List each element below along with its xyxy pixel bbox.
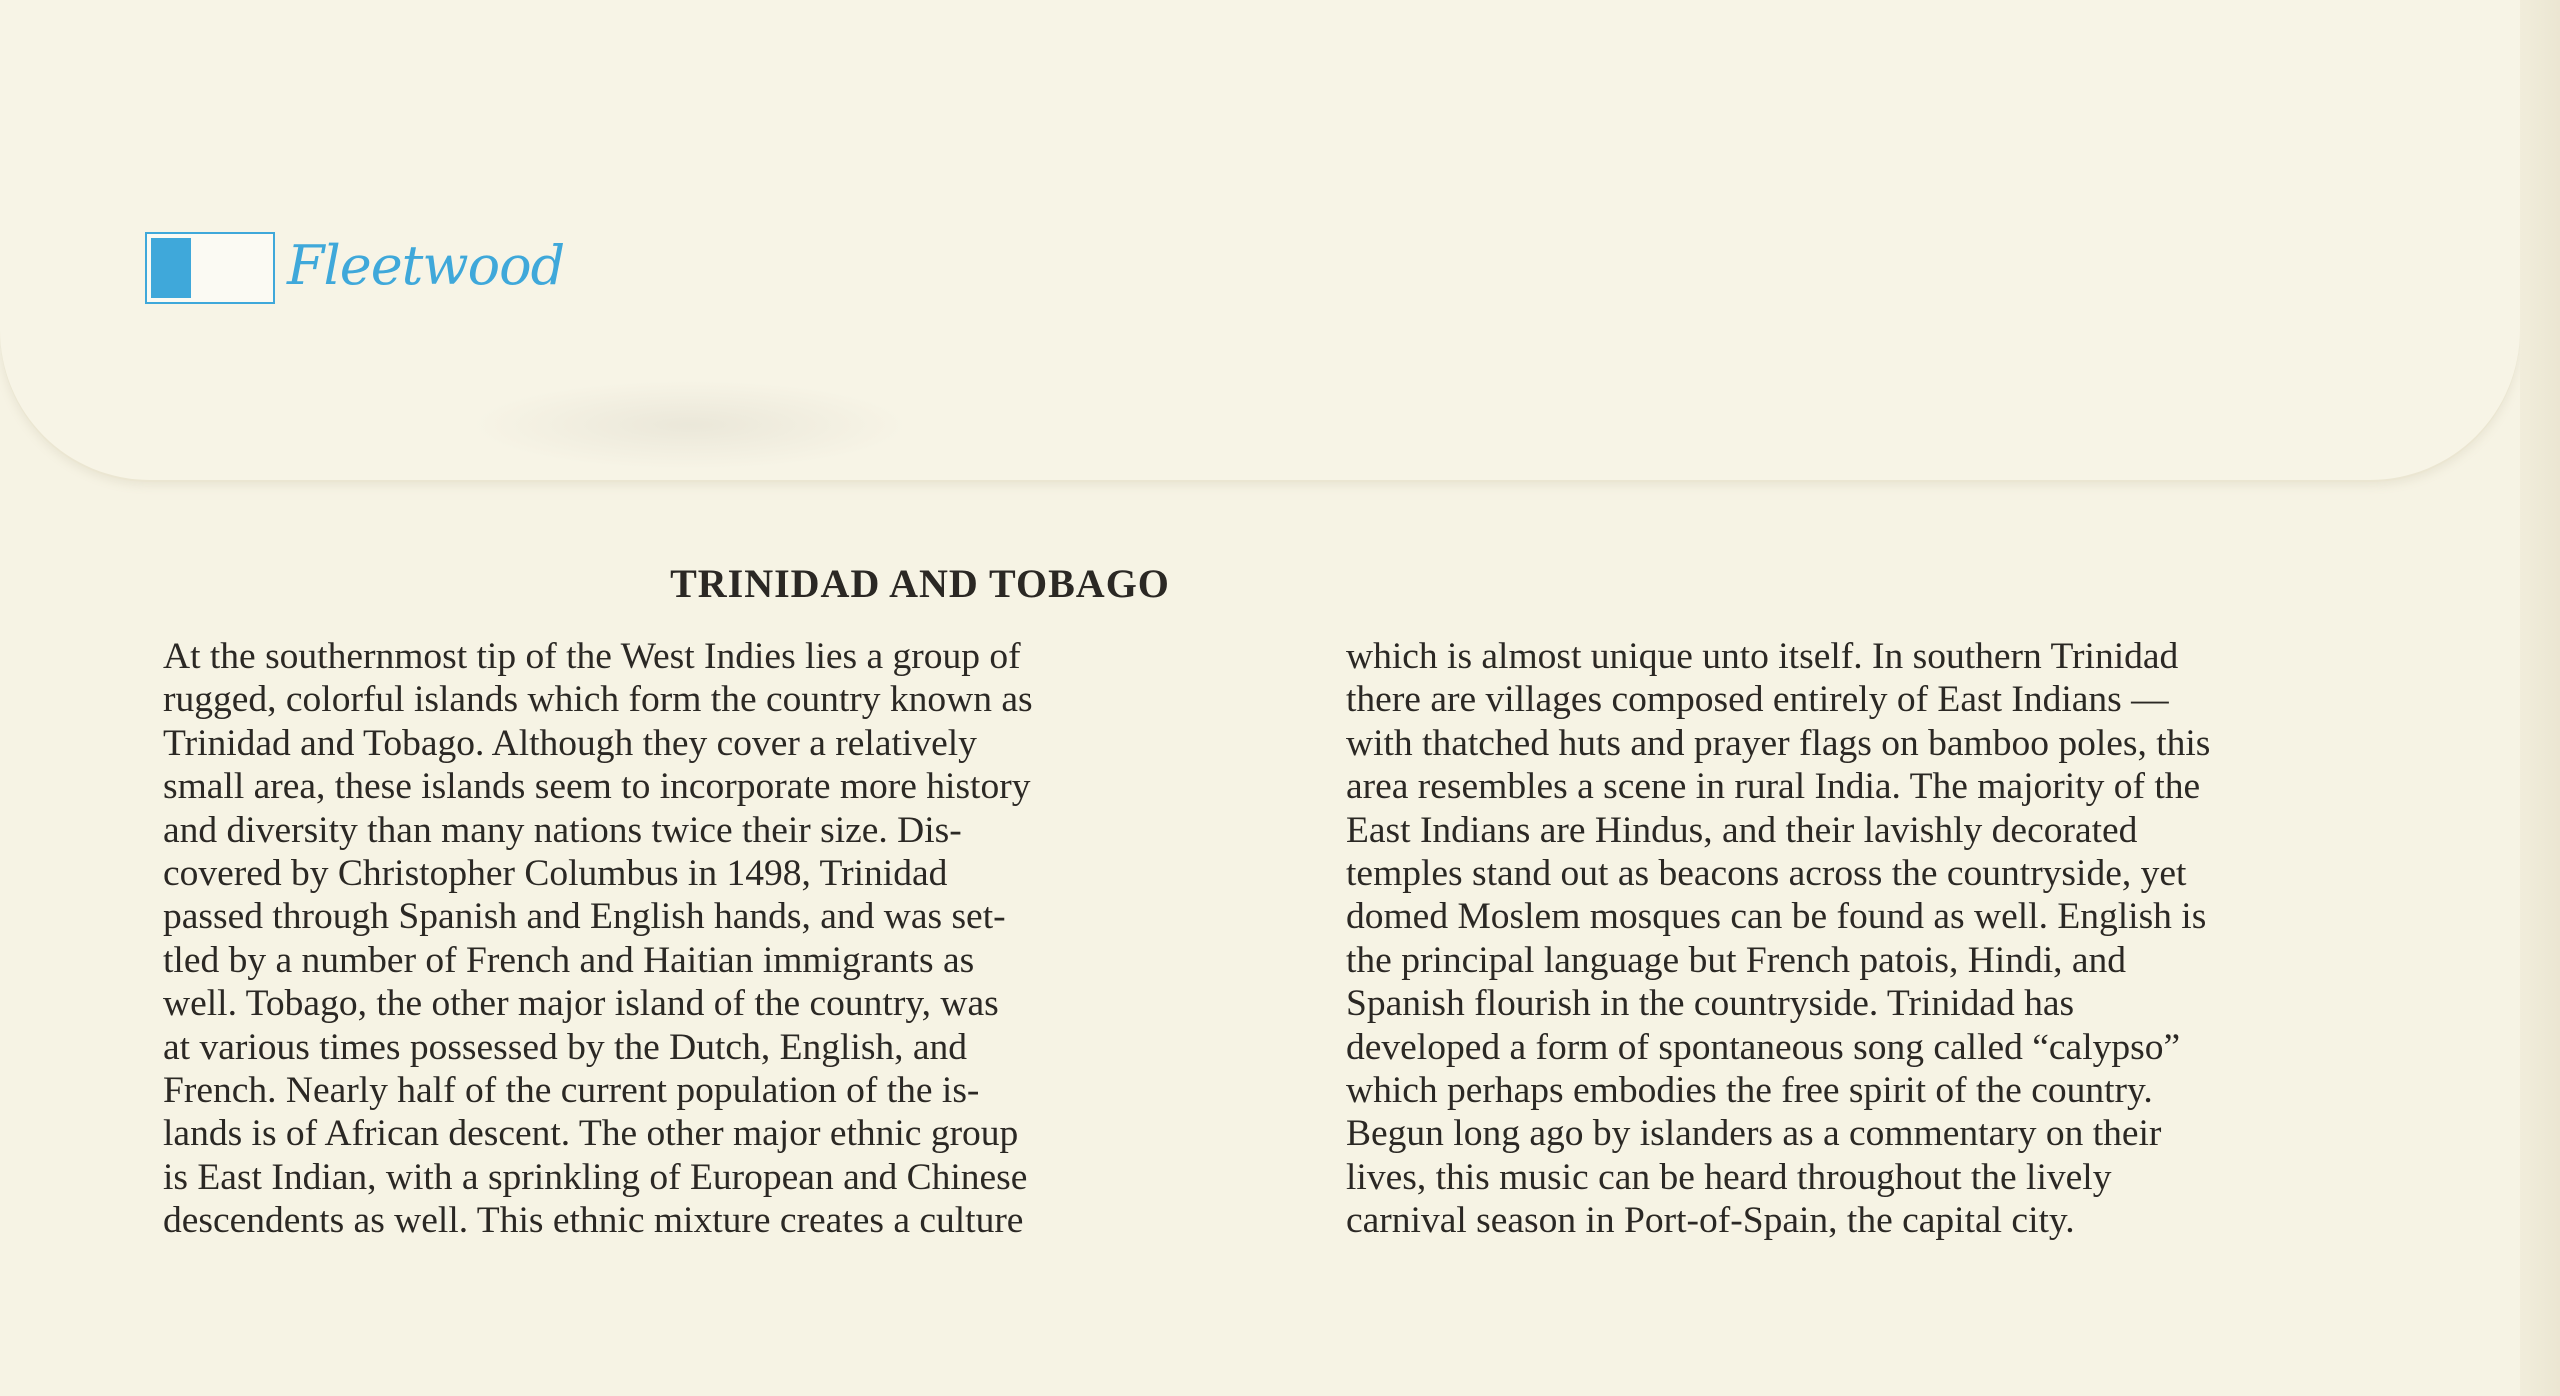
text-line: East Indians are Hindus, and their lavishly decorated (1346, 809, 2138, 851)
text-line: At the southernmost tip of the West Indies lies a group of (163, 636, 1021, 677)
text-line: covered by Christopher Columbus in 1498, Trinidad (163, 853, 948, 895)
text-line: lands is of African descent. The other major ethnic group (163, 1113, 1019, 1155)
text-column-left (163, 635, 1218, 1243)
envelope-edge (2520, 0, 2560, 1396)
text-line: carnival season in Port-of-Spain, the capital city. (1346, 1200, 2075, 1242)
text-line: which perhaps embodies the free spirit of the country. (1346, 1070, 2153, 1112)
text-line: temples stand out as beacons across the countryside, yet (1346, 853, 2187, 895)
text-line: Begun long ago by islanders as a commentary on their (1346, 1113, 2162, 1155)
text-line: area resembles a scene in rural India. The majority of the (1346, 766, 2201, 808)
text-line: Trinidad and Tobago. Although they cover a relatively (163, 722, 977, 764)
text-line: well. Tobago, the other major island of the country, was (163, 983, 999, 1025)
text-line: developed a form of spontaneous song called “calypso” (1346, 1026, 2181, 1068)
text-line: domed Moslem mosques can be found as well. English is (1346, 896, 2207, 938)
text-line: small area, these islands seem to incorporate more history (163, 766, 1031, 808)
postmark-smudge (470, 380, 910, 470)
text-line: which is almost unique unto itself. In southern Trinidad (1346, 636, 2179, 677)
logo-fill-block (151, 238, 191, 298)
text-line: and diversity than many nations twice their size. Dis- (163, 809, 962, 851)
text-line: at various times possessed by the Dutch, English, and (163, 1026, 968, 1068)
text-column-right (1346, 635, 2401, 1243)
text-line: Spanish flourish in the countryside. Trinidad has (1346, 983, 2075, 1025)
text-line: the principal language but French patois, Hindi, and (1346, 939, 2127, 981)
logo-wordmark: Fleetwood (287, 234, 565, 297)
text-line: rugged, colorful islands which form the country known as (163, 679, 1033, 721)
text-line: passed through Spanish and English hands, and was set- (163, 896, 1006, 938)
text-line: tled by a number of French and Haitian immigrants as (163, 939, 975, 981)
text-line: descendents as well. This ethnic mixture creates a culture (163, 1200, 1024, 1242)
text-line: is East Indian, with a sprinkling of European and Chinese (163, 1156, 1028, 1198)
logo-box-icon (145, 232, 275, 304)
text-line: there are villages composed entirely of East Indians — (1346, 679, 2169, 721)
page-title: TRINIDAD AND TOBAGO (670, 561, 1170, 606)
text-line: lives, this music can be heard throughout the lively (1346, 1156, 2112, 1198)
text-line: French. Nearly half of the current population of the is- (163, 1070, 980, 1112)
text-line: with thatched huts and prayer flags on bamboo poles, this (1346, 722, 2211, 764)
